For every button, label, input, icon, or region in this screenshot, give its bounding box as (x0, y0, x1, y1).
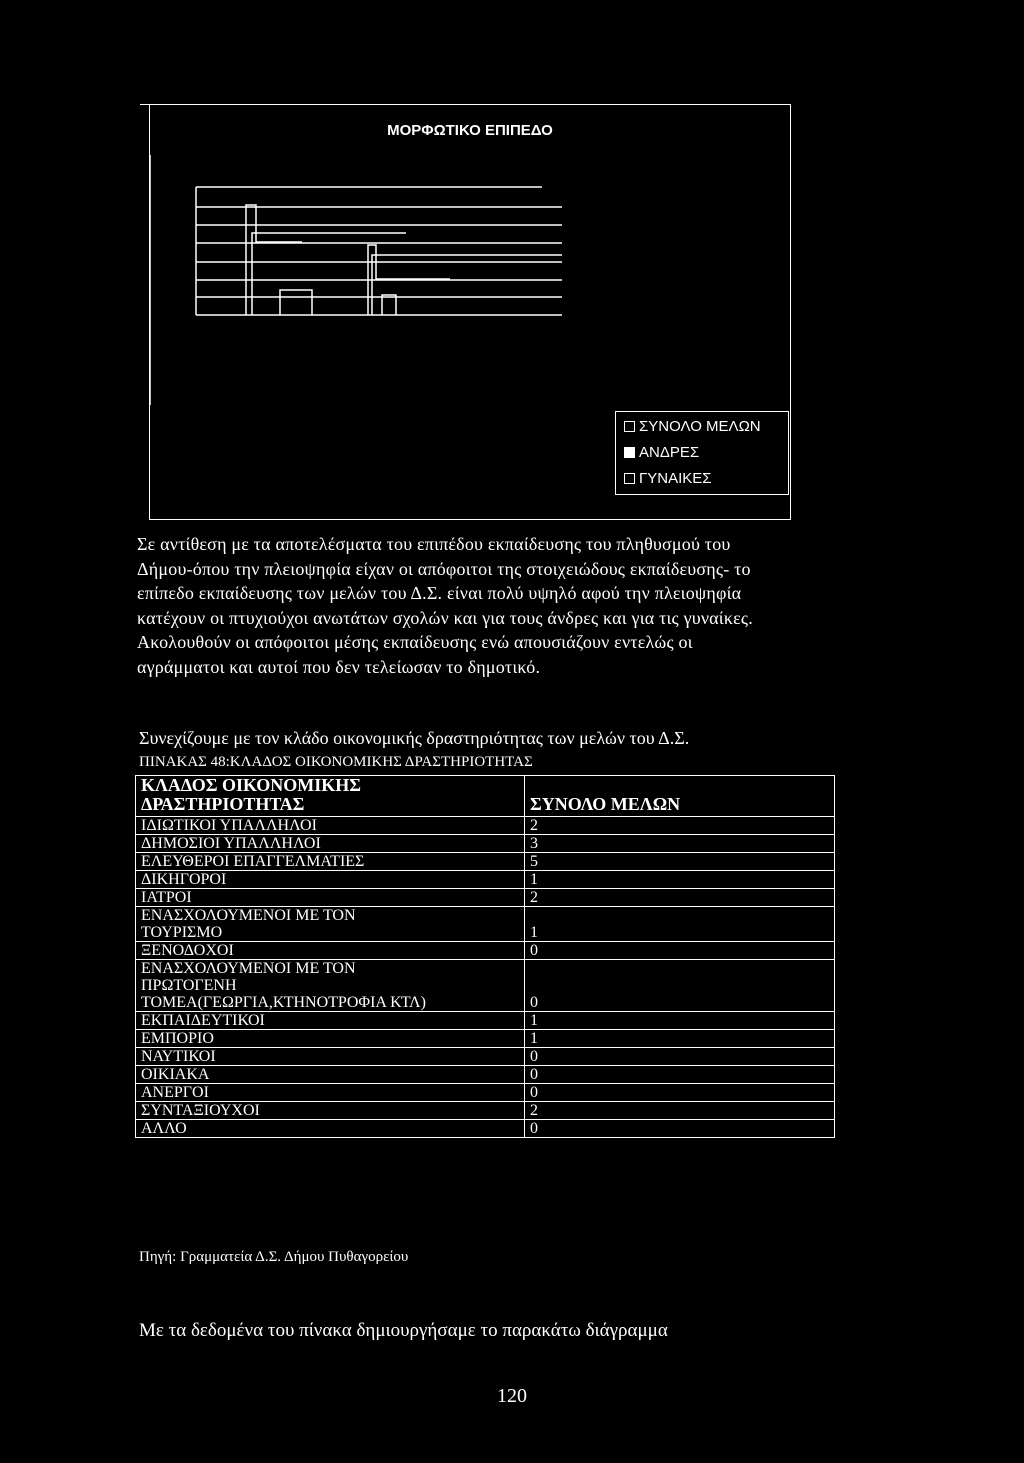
activity-table (135, 775, 835, 1138)
sector-line: ΔΙΚΗΓΟΡΟΙ (141, 871, 227, 888)
legend-swatch-hollow (624, 421, 635, 432)
sector-line: ΟΙΚΙΑΚΑ (141, 1066, 210, 1083)
cell-sector (136, 1066, 525, 1084)
cell-sector (136, 1102, 525, 1120)
cell-sector (136, 889, 525, 907)
cell-total: 0 (525, 1066, 835, 1084)
chart-legend (615, 411, 789, 495)
cell-sector (136, 1120, 525, 1138)
sector-line: ΕΚΠΑΙΔΕΥΤΙΚΟΙ (141, 1012, 265, 1029)
legend-label: ΑΝΔΡΕΣ (639, 444, 700, 461)
cell-total: 2 (525, 817, 835, 835)
sector-line: ΕΜΠΟΡΙΟ (141, 1030, 214, 1047)
table-caption: ΠΙΝΑΚΑΣ 48:ΚΛΑΔΟΣ ΟΙΚΟΝΟΜΙΚΗΣ ΔΡΑΣΤΗΡΙΟΤΗΤΑΣ (139, 754, 533, 770)
cell-total: 2 (525, 1102, 835, 1120)
cell-sector (136, 1084, 525, 1102)
body-paragraph (137, 532, 863, 679)
paragraph-line: κατέχουν οι πτυχιούχοι ανωτάτων σχολών και για τους άνδρες και για τις γυναίκες. (137, 607, 753, 628)
cell-sector (136, 871, 525, 889)
cell-total: 1 (525, 907, 835, 942)
cell-sector (136, 835, 525, 853)
table-row (136, 960, 835, 1012)
sector-line: ΕΛΕΥΘΕΡΟΙ ΕΠΑΓΓΕΛΜΑΤΙΕΣ (141, 853, 365, 870)
sector-line: ΠΡΩΤΟΓΕΝΗ (141, 977, 237, 994)
header-cell-total: ΣΥΝΟΛΟ ΜΕΛΩΝ (525, 776, 835, 817)
header-cell-sector (136, 776, 525, 817)
paragraph-line: επίπεδο εκπαίδευσης των μελών του Δ.Σ. είναι πολύ υψηλό αφού την πλειοψηφία (137, 583, 742, 603)
table-row (136, 942, 835, 960)
source-note: Πηγή: Γραμματεία Δ.Σ. Δήμου Πυθαγορείου (139, 1249, 409, 1265)
table-row (136, 853, 835, 871)
table-row (136, 1030, 835, 1048)
cell-total: 0 (525, 942, 835, 960)
header-line: ΚΛΑΔΟΣ ΟΙΚΟΝΟΜΙΚΗΣ (141, 775, 362, 795)
legend-swatch-filled (624, 447, 635, 458)
intro-text: Συνεχίζουμε με τον κλάδο οικονομικής δραστηριότητας των μελών του Δ.Σ. (139, 728, 690, 748)
cell-total: 0 (525, 960, 835, 1012)
page-number: 120 (497, 1385, 527, 1407)
table-row (136, 907, 835, 942)
cell-sector (136, 942, 525, 960)
chart-figure (149, 104, 791, 520)
sector-line: ΔΗΜΟΣΙΟΙ ΥΠΑΛΛΗΛΟΙ (141, 835, 321, 852)
legend-label: ΓΥΝΑΙΚΕΣ (639, 470, 712, 487)
cell-total: 1 (525, 871, 835, 889)
paragraph-line: Σε αντίθεση με τα αποτελέσματα του επιπέδου εκπαίδευσης του πληθυσμού του (137, 534, 731, 554)
bar-women-1 (280, 290, 312, 315)
cell-total: 1 (525, 1030, 835, 1048)
sector-line: ΤΟΥΡΙΣΜΟ (141, 924, 223, 941)
table-row (136, 817, 835, 835)
cell-sector (136, 1030, 525, 1048)
cell-sector (136, 1048, 525, 1066)
table-row (136, 1102, 835, 1120)
cell-total: 2 (525, 889, 835, 907)
outro-text: Με τα δεδομένα του πίνακα δημιουργήσαμε το παρακάτω διάγραμμα (139, 1320, 668, 1341)
header-line: ΔΡΑΣΤΗΡΙΟΤΗΤΑΣ (141, 794, 305, 814)
sector-line: ΕΝΑΣΧΟΛΟΥΜΕΝΟΙ ΜΕ ΤΟΝ (141, 960, 356, 977)
table-row (136, 889, 835, 907)
table-header-row (136, 776, 835, 817)
paragraph-line: Δήμου-όπου την πλειοψηφία είχαν οι απόφοιτοι της στοιχειώδους εκπαίδευσης- το (137, 558, 751, 579)
chart-plot (150, 105, 790, 405)
sector-line: ΑΛΛΟ (141, 1120, 187, 1137)
sector-line: ΕΝΑΣΧΟΛΟΥΜΕΝΟΙ ΜΕ ΤΟΝ (141, 907, 356, 924)
chart-title: ΜΟΡΦΩΤΙΚΟ ΕΠΙΠΕΔΟ (387, 122, 553, 139)
bar-total-1 (246, 205, 302, 315)
table-row (136, 1120, 835, 1138)
bar-men-2 (372, 255, 562, 315)
cell-total: 0 (525, 1120, 835, 1138)
sector-line: ΙΑΤΡΟΙ (141, 889, 192, 906)
cell-sector (136, 960, 525, 1012)
legend-label: ΣΥΝΟΛΟ ΜΕΛΩΝ (639, 418, 761, 435)
paragraph-line: αγράμματοι και αυτοί που δεν τελείωσαν το δημοτικό. (137, 656, 541, 677)
bar-men-1 (252, 233, 406, 315)
legend-swatch-hollow (624, 473, 635, 484)
sector-line: ΙΔΙΩΤΙΚΟΙ ΥΠΑΛΛΗΛΟΙ (141, 817, 317, 834)
cell-sector (136, 853, 525, 871)
table-row (136, 1084, 835, 1102)
paragraph-line: Ακολουθούν οι απόφοιτοι μέσης εκπαίδευσης ενώ απουσιάζουν εντελώς οι (137, 632, 693, 652)
table-row (136, 871, 835, 889)
sector-line: ΞΕΝΟΔΟΧΟΙ (141, 942, 234, 959)
sector-line: ΣΥΝΤΑΞΙΟΥΧΟΙ (141, 1102, 260, 1119)
cell-total: 5 (525, 853, 835, 871)
sector-line: ΑΝΕΡΓΟΙ (141, 1084, 209, 1101)
table-row (136, 1048, 835, 1066)
cell-total: 0 (525, 1084, 835, 1102)
table-row (136, 835, 835, 853)
cell-sector (136, 817, 525, 835)
bar-women-2 (382, 295, 396, 315)
table-row (136, 1066, 835, 1084)
cell-sector (136, 907, 525, 942)
table-row (136, 1012, 835, 1030)
cell-total: 3 (525, 835, 835, 853)
sector-line: ΝΑΥΤΙΚΟΙ (141, 1048, 216, 1065)
sector-line: ΤΟΜΕΑ(ΓΕΩΡΓΙΑ,ΚΤΗΝΟΤΡΟΦΙΑ ΚΤΛ) (141, 994, 426, 1011)
legend-item (624, 418, 761, 435)
cell-total: 1 (525, 1012, 835, 1030)
cell-sector (136, 1012, 525, 1030)
legend-item (624, 444, 699, 461)
cell-total: 0 (525, 1048, 835, 1066)
legend-item (624, 470, 712, 487)
chart-top-line (140, 104, 150, 105)
